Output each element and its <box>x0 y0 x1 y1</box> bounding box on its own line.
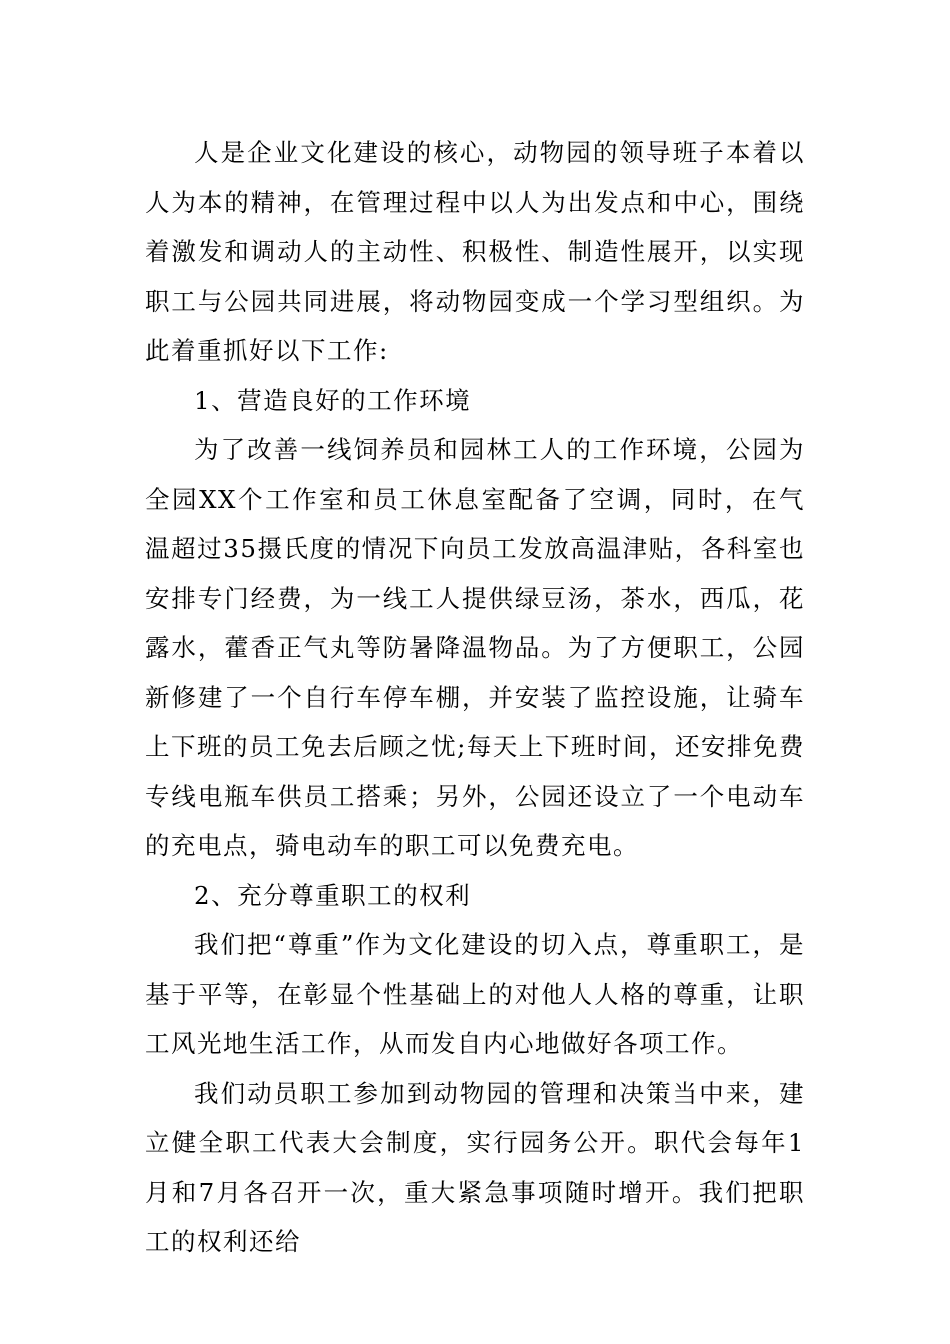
paragraph-respect: 我们把“尊重”作为文化建设的切入点，尊重职工，是基于平等，在彰显个性基础上的对他人人格的尊重，让职工风光地生活工作，从而发自内心地做好各项工作。 <box>145 930 805 1058</box>
paragraph-participation: 我们动员职工参加到动物园的管理和决策当中来，建立健全职工代表大会制度，实行园务公开。职代会每年1月和7月各召开一次，重大紧急事项随时增开。我们把职工的权利还给 <box>145 1078 805 1256</box>
paragraph-intro: 人是企业文化建设的核心，动物园的领导班子本着以人为本的精神，在管理过程中以人为出发点和中心，围绕着激发和调动人的主动性、积极性、制造性展开，以实现职工与公园共同进展，将动物园变成一个学习型组织。为此着重抓好以下工作: <box>145 138 805 365</box>
section-heading-1: 1、营造良好的工作环境 <box>194 385 472 415</box>
paragraph-work-environment: 为了改善一线饲养员和园林工人的工作环境，公园为全园XX个工作室和员工休息室配备了空调，同时，在气温超过35摄氏度的情况下向员工发放高温津贴，各科室也安排专门经费，为一线工人提供绿豆汤，茶水，西瓜，花露水，藿香正气丸等防暑降温物品。为了方便职工，公园新修建了一个自行车停车棚，并安装了监控设施，让骑车上下班的员工免去后顾之忧;每天上下班时间，还安排免费专线电瓶车供员工搭乘；另外，公园还设立了一个电动车的充电点，骑电动车的职工可以免费充电。 <box>145 435 805 860</box>
section-heading-2: 2、充分尊重职工的权利 <box>194 880 472 910</box>
document-body <box>145 128 805 1267</box>
